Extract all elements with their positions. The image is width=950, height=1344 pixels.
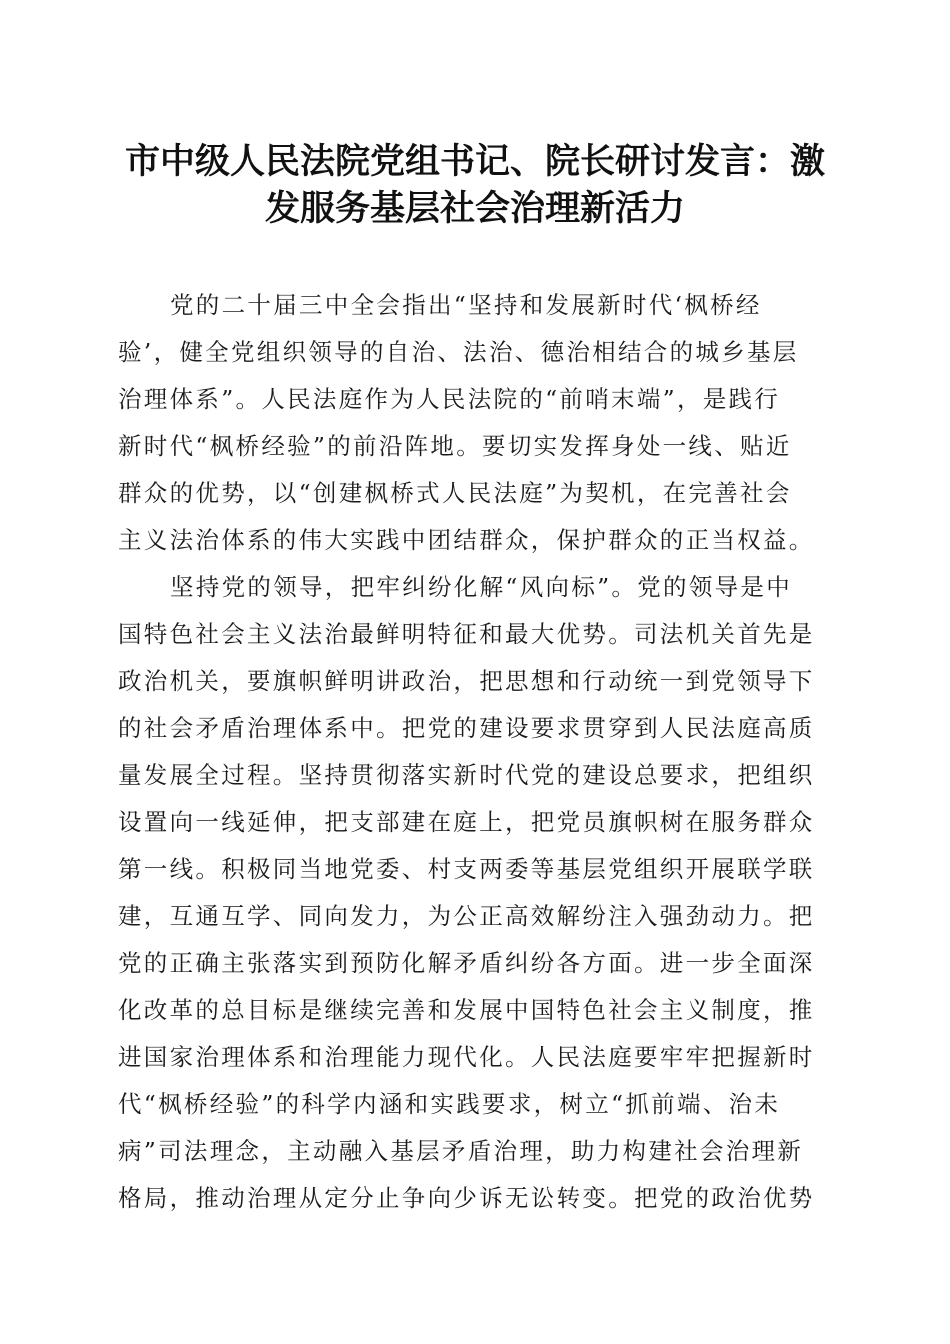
paragraph-line: 进国家治理体系和治理能力现代化。人民法庭要牢牢把握新时 — [118, 1043, 815, 1071]
paragraph-line: 坚持党的领导，把牢纠纷化解“风向标”。党的领导是中 — [170, 573, 793, 601]
paragraph-line: 新时代“枫桥经验”的前沿阵地。要切实发挥身处一线、贴近 — [118, 432, 792, 460]
paragraph-line: 国特色社会主义法治最鲜明特征和最大优势。司法机关首先是 — [118, 620, 815, 648]
paragraph-line: 化改革的总目标是继续完善和发展中国特色社会主义制度，推 — [118, 996, 815, 1024]
document-body — [118, 282, 828, 1222]
paragraph-line: 政治机关，要旗帜鲜明讲政治，把思想和行动统一到党领导下 — [118, 667, 815, 695]
paragraph-line: 设置向一线延伸，把支部建在庭上，把党员旗帜树在服务群众 — [118, 808, 815, 836]
paragraph-1 — [118, 282, 828, 564]
title-line-2: 发服务基层社会治理新活力 — [264, 188, 685, 229]
document-title — [100, 138, 850, 232]
paragraph-line: 代“枫桥经验”的科学内涵和实践要求，树立“抓前端、治未 — [118, 1090, 781, 1118]
paragraph-line: 党的正确主张落实到预防化解矛盾纠纷各方面。进一步全面深 — [118, 949, 815, 977]
paragraph-line: 党的二十届三中全会指出“坚持和发展新时代‘枫桥经 — [170, 291, 762, 319]
title-line-1: 市中级人民法院党组书记、院长研讨发言：激 — [124, 141, 825, 182]
paragraph-line: 格局，推动治理从定分止争向少诉无讼转变。把党的政治优势 — [118, 1184, 815, 1212]
paragraph-line: 建，互通互学、同向发力，为公正高效解纷注入强劲动力。把 — [118, 902, 815, 930]
paragraph-line: 量发展全过程。坚持贯彻落实新时代党的建设总要求，把组织 — [118, 761, 815, 789]
paragraph-line: 群众的优势，以“创建枫桥式人民法庭”为契机，在完善社会 — [118, 479, 792, 507]
paragraph-line: 病”司法理念，主动融入基层矛盾治理，助力构建社会治理新 — [118, 1137, 804, 1165]
paragraph-line: 验’，健全党组织领导的自治、法治、德治相结合的城乡基层 — [118, 338, 799, 366]
paragraph-line: 主义法治体系的伟大实践中团结群众，保护群众的正当权益。 — [118, 526, 815, 554]
paragraph-2 — [118, 564, 828, 1222]
paragraph-line: 第一线。积极同当地党委、村支两委等基层党组织开展联学联 — [118, 855, 815, 883]
paragraph-line: 的社会矛盾治理体系中。把党的建设要求贯穿到人民法庭高质 — [118, 714, 815, 742]
paragraph-line: 治理体系”。人民法庭作为人民法院的“前哨末端”，是践行 — [118, 385, 781, 413]
